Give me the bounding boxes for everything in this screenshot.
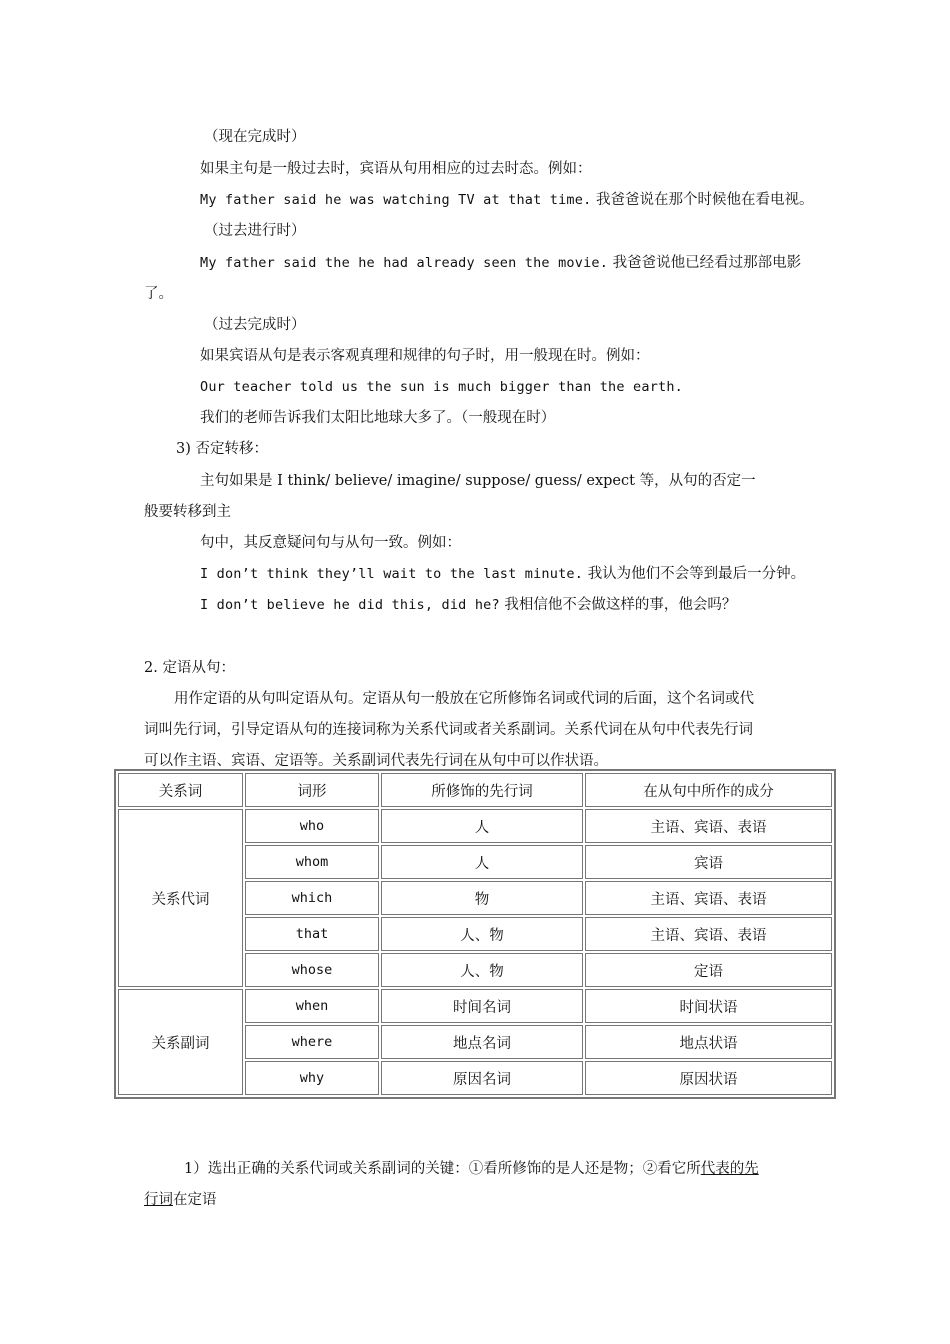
- tip-line-2: [144, 1191, 217, 1209]
- table-cell: 原因名词: [381, 1061, 583, 1095]
- table-cell: 物: [381, 881, 583, 915]
- relative-words-table: [114, 769, 836, 1099]
- example-1-cn: 我爸爸说在那个时候他在看电视。: [596, 192, 814, 208]
- table-cell: 地点状语: [585, 1025, 832, 1059]
- table-cell: which: [245, 881, 379, 915]
- rule-general-truth: 如果宾语从句是表示客观真理和规律的句子时，用一般现在时。例如：: [200, 348, 650, 364]
- rule-negative-transfer: 主句如果是 I think/ believe/ imagine/ suppose/ guess/ expect 等，从句的否定一: [200, 473, 756, 489]
- note-past-continuous: （过去进行时）: [204, 223, 306, 239]
- example-3-cn: 我们的老师告诉我们太阳比地球大多了。（一般现在时）: [200, 410, 556, 426]
- example-2: [200, 254, 801, 272]
- table-header-row: [118, 773, 832, 807]
- table-cell: 主语、宾语、表语: [585, 881, 832, 915]
- group-relative-adverb: 关系副词: [118, 989, 243, 1095]
- table-cell: whose: [245, 953, 379, 987]
- tip-text-cont: 在定语: [173, 1192, 217, 1208]
- table-cell: why: [245, 1061, 379, 1095]
- tip-underlined: 代表的先: [700, 1161, 759, 1177]
- table-cell: 定语: [585, 953, 832, 987]
- tip-line-1: [184, 1160, 759, 1178]
- rule-tag-question: 句中，其反意疑问句与从句一致。例如：: [200, 535, 461, 551]
- table-cell: when: [245, 989, 379, 1023]
- example-2-en: My father said the he had already seen the movie.: [200, 255, 609, 271]
- example-5: [200, 596, 736, 614]
- tip-text: 1）选出正确的关系代词或关系副词的关键：①看所修饰的是人还是物；②看它所: [184, 1161, 701, 1177]
- paragraph-line-3: 可以作主语、宾语、定语等。关系副词代表先行词在从句中可以作状语。: [144, 753, 608, 769]
- paragraph-line-1: 用作定语的从句叫定语从句。定语从句一般放在它所修饰名词或代词的后面，这个名词或代: [174, 691, 754, 707]
- table-cell: 时间名词: [381, 989, 583, 1023]
- table-cell: who: [245, 809, 379, 843]
- table-cell: 人、物: [381, 953, 583, 987]
- table-cell: 人: [381, 845, 583, 879]
- table-cell: 地点名词: [381, 1025, 583, 1059]
- heading-negative-transfer: 3) 否定转移：: [176, 441, 268, 457]
- paragraph-line-2: 词叫先行词，引导定语从句的连接词称为关系代词或者关系副词。关系代词在从句中代表先行词: [144, 722, 753, 738]
- heading-attributive-clause: 2. 定语从句：: [144, 660, 235, 676]
- rule-past-tense: 如果主句是一般过去时，宾语从句用相应的过去时态。例如：: [200, 161, 592, 177]
- example-3-en: Our teacher told us the sun is much bigger than the earth.: [200, 379, 684, 395]
- example-5-cn: 我相信他不会做这样的事，他会吗？: [504, 597, 737, 613]
- table-row: [118, 989, 832, 1023]
- table-cell: 人、物: [381, 917, 583, 951]
- table-header: 所修饰的先行词: [381, 773, 583, 807]
- table-header: 关系词: [118, 773, 243, 807]
- example-4: [200, 565, 805, 583]
- table-header: 词形: [245, 773, 379, 807]
- table-cell: whom: [245, 845, 379, 879]
- table-row: [118, 809, 832, 843]
- example-1-en: My father said he was watching TV at that time.: [200, 192, 592, 208]
- table-cell: 原因状语: [585, 1061, 832, 1095]
- example-4-cn: 我认为他们不会等到最后一分钟。: [587, 566, 806, 582]
- note-present-perfect: （现在完成时）: [204, 129, 306, 145]
- table-header: 在从句中所作的成分: [585, 773, 832, 807]
- table-cell: 时间状语: [585, 989, 832, 1023]
- rule-negative-transfer-cont: 般要转移到主: [144, 504, 231, 520]
- example-2-cn: 我爸爸说他已经看过那部电影: [612, 255, 802, 271]
- table-cell: where: [245, 1025, 379, 1059]
- table-cell: 主语、宾语、表语: [585, 917, 832, 951]
- table-cell: 宾语: [585, 845, 832, 879]
- table-cell: that: [245, 917, 379, 951]
- table-cell: 人: [381, 809, 583, 843]
- note-past-perfect: （过去完成时）: [204, 317, 306, 333]
- group-relative-pronoun: 关系代词: [118, 809, 243, 987]
- table-cell: 主语、宾语、表语: [585, 809, 832, 843]
- tip-underlined-cont: 行词: [144, 1192, 173, 1208]
- example-2-continuation: 了。: [144, 286, 173, 302]
- example-4-en: I don’t think they’ll wait to the last minute.: [200, 566, 584, 582]
- example-5-en: I don’t believe he did this, did he?: [200, 597, 500, 613]
- example-1: [200, 191, 814, 209]
